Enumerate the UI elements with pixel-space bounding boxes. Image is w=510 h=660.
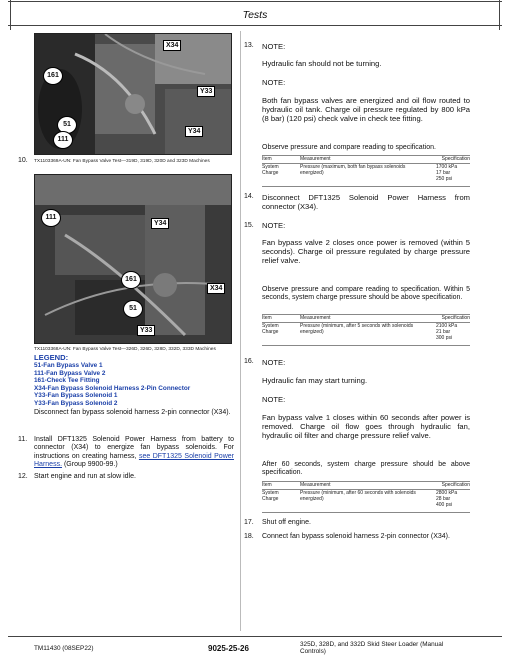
tag-y34-fig2: Y34 [151, 218, 169, 229]
spec-1-kpa: 1700 kPa [436, 164, 458, 170]
callout-111-fig2: 111 [41, 209, 61, 227]
legend-item: X34-Fan Bypass Solenoid Harness 2-Pin Connector [34, 384, 191, 392]
spec-3-measurement-header: Measurement [300, 482, 331, 488]
step-17-number: 17. [244, 519, 254, 526]
spec-2-measurement-header: Measurement [300, 315, 331, 321]
step-11-body: Install DFT1325 Solenoid Power Harness from battery to connector (X34) to energize fan bypass solenoids. For instructions on creating harness, [34, 436, 234, 460]
spec-2-measurement: Pressure (minimum, after 5 seconds with solenoids energized) [300, 323, 414, 335]
step-17-text: Shut off engine. [262, 519, 311, 526]
step-13-line1: Hydraulic fan should not be turning. [262, 59, 382, 68]
figure-1-caption: TX1103369A-UN: Fan Bypass Valve Test—319D, 319D, 320D and 323D Machines [34, 159, 210, 164]
harness-link[interactable]: see DFT1325 Solenoid Power Harness. [34, 452, 234, 469]
callout-161-fig2: 161 [121, 271, 141, 289]
step-14-number: 14. [244, 193, 254, 200]
step-15-note: NOTE: [262, 221, 286, 230]
callout-51-fig2: 51 [123, 300, 143, 318]
spec-2-item-header: Item [262, 315, 272, 321]
footer-doc-id: TM11430 (08SEP22) [34, 645, 94, 652]
callout-111: 111 [53, 131, 73, 149]
step-13-number: 13. [244, 42, 254, 49]
legend-item: 51-Fan Bypass Valve 1 [34, 362, 103, 369]
spec-3-psi: 400 psi [436, 502, 453, 508]
spec-table-3 [262, 481, 470, 513]
spec-1-item: System Charge [262, 164, 279, 176]
step-11-number: 11. [18, 436, 28, 443]
step-13-note2: NOTE: [262, 78, 286, 87]
legend-heading: LEGEND: [34, 353, 69, 362]
step-15-observe: Observe pressure and compare reading to specification. Within 5 seconds, system charge pressure should be above specification. [262, 286, 470, 302]
step-13-note: NOTE: [262, 42, 286, 51]
step-18-number: 18. [244, 533, 254, 540]
figure-1-photo [34, 33, 232, 155]
spec-2-bar: 21 bar [436, 329, 451, 335]
spec-2-specification-header: Specification [441, 315, 470, 321]
legend-item: Y33-Fan Bypass Solenoid 2 [34, 399, 118, 407]
header-rule [8, 25, 502, 26]
step-13-observe: Observe pressure and compare reading to specification. [262, 144, 436, 151]
spec-table-1 [262, 155, 470, 187]
legend-item: 111-Fan Bypass Valve 2 [34, 369, 106, 377]
spec-3-item-header: Item [262, 482, 272, 488]
step-16-note: NOTE: [262, 358, 286, 367]
spec-3-bar: 28 bar [436, 496, 451, 502]
legend [34, 353, 234, 417]
step-15-number: 15. [244, 222, 254, 229]
spec-3-item: System Charge [262, 490, 279, 502]
step-12-text: Start engine and run at slow idle. [34, 473, 136, 480]
step-12-number: 12. [18, 473, 28, 480]
figure-2-caption: TX1103368A-UN: Fan Bypass Valve Test—326D, 326D, 328D, 332D, 333D Machines [34, 347, 216, 352]
tag-y34: Y34 [185, 126, 203, 137]
footer-page-number: 9025-25-26 [208, 644, 249, 653]
step-11-text [34, 436, 234, 470]
legend-item: Y33-Fan Bypass Solenoid 1 [34, 392, 118, 400]
step-16-paragraph: Fan bypass valve 1 closes within 60 seconds after power is removed. Charge oil flow goes through hydraulic fan, hydraulic oil filter and charge pressure relief valve. [262, 413, 470, 441]
step-18-text: Connect fan bypass solenoid harness 2-pin connector (X34). [262, 533, 450, 540]
step-16-observe: After 60 seconds, system charge pressure should be above specification. [262, 461, 470, 477]
footer-rule [8, 636, 502, 637]
top-rule [8, 1, 502, 2]
spec-3-kpa: 2800 kPa [436, 490, 458, 496]
step-14-text: Disconnect DFT1325 Solenoid Power Harness from connector (X34). [262, 193, 470, 212]
spec-2-item: System Charge [262, 323, 279, 335]
tag-y33: Y33 [197, 86, 215, 97]
spec-1-measurement-header: Measurement [300, 156, 331, 162]
footer-machine: 325D, 328D, and 332D Skid Steer Loader (Manual Controls) [300, 641, 444, 656]
step-16-note2: NOTE: [262, 395, 286, 404]
step-13-paragraph: Both fan bypass valves are energized and oil flow routed to hydraulic oil tank. Charge oil pressure regulated by 800 kPa (8 bar) (120 psi) check valve in check tee fitting. [262, 96, 470, 124]
spec-1-psi: 250 psi [436, 176, 453, 182]
spec-3-measurement: Pressure (minimum, after 60 seconds with solenoids energized) [300, 490, 416, 502]
disconnect-instruction: Disconnect fan bypass solenoid harness 2-pin connector (X34). [34, 408, 231, 416]
spec-2-psi: 300 psi [436, 335, 453, 341]
spec-1-specification-header: Specification [441, 156, 470, 162]
legend-item: 161-Check Tee Fitting [34, 377, 100, 385]
step-16-number: 16. [244, 358, 254, 365]
spec-1-bar: 17 bar [436, 170, 451, 176]
spec-2-kpa: 2100 kPa [436, 323, 458, 329]
spec-1-measurement: Pressure (maximum, both fan bypass solenoids energized) [300, 164, 406, 176]
tag-x34-fig2: X34 [207, 283, 225, 294]
spec-table-2 [262, 314, 470, 346]
spec-3-specification-header: Specification [441, 482, 470, 488]
column-divider [240, 31, 241, 631]
tag-y33-fig2: Y33 [137, 325, 155, 336]
step-11-group: (Group 9900-99.) [63, 461, 118, 469]
callout-161: 161 [43, 67, 63, 85]
tag-x34: X34 [163, 40, 181, 51]
page-title: Tests [242, 9, 268, 21]
step-16-line1: Hydraulic fan may start turning. [262, 376, 368, 385]
step-10-number: 10. [18, 157, 28, 164]
callout-51: 51 [57, 116, 77, 134]
step-15-paragraph: Fan bypass valve 2 closes once power is removed (within 5 seconds). Charge oil pressure regulated by charge pressure relief valve. [262, 238, 470, 266]
spec-1-item-header: Item [262, 156, 272, 162]
figure-2-photo [34, 174, 232, 344]
